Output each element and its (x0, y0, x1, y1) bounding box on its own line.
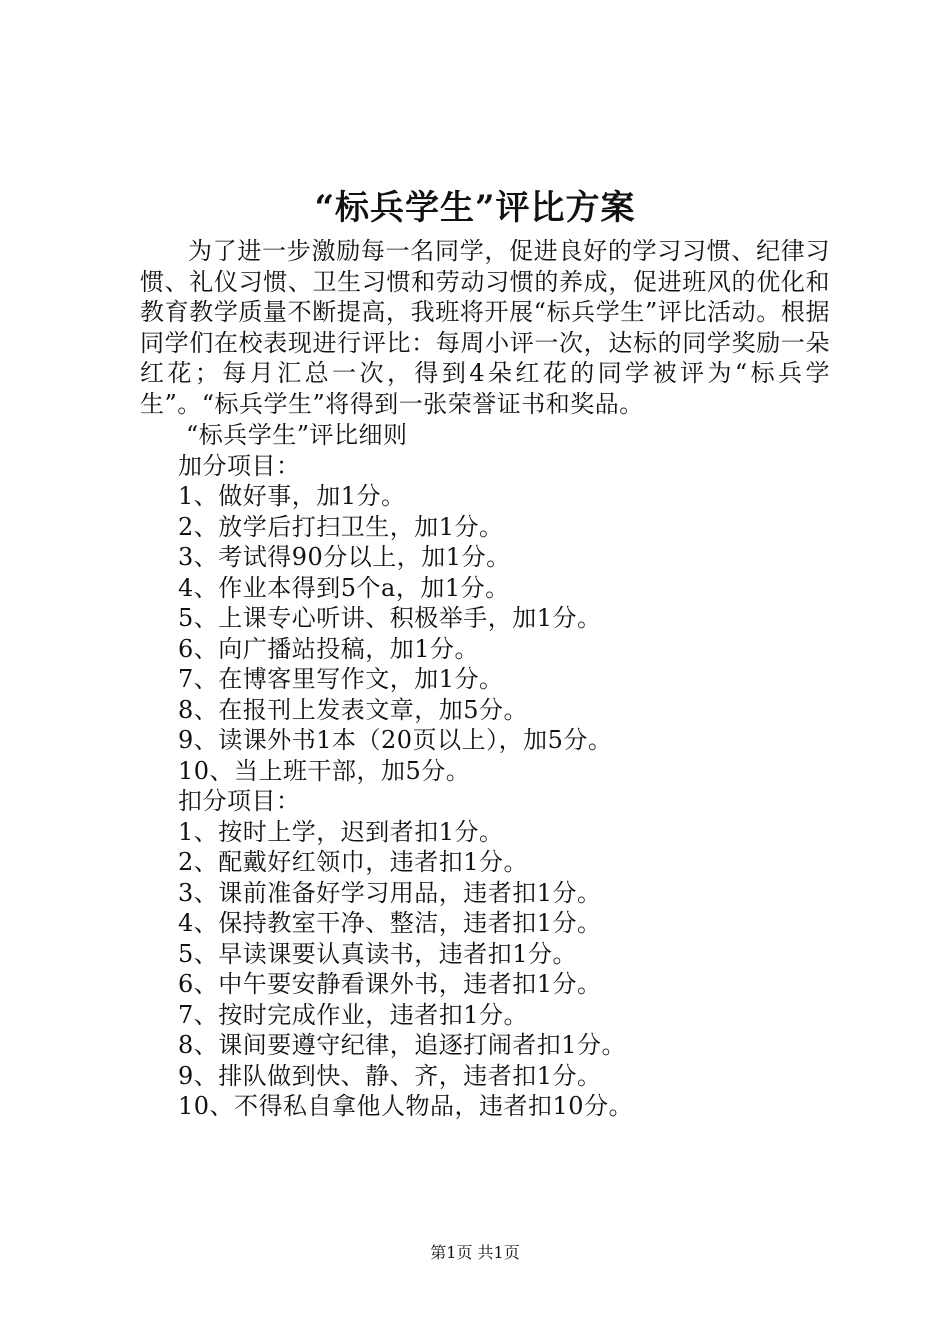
bonus-item: 4、作业本得到5个a，加1分。 (178, 573, 510, 602)
penalty-heading: 扣分项目： (178, 787, 301, 815)
bonus-item: 1、做好事，加1分。 (178, 482, 406, 510)
bonus-heading: 加分项目： (178, 451, 301, 480)
document-title: “标兵学生”评比方案 (314, 188, 636, 228)
page-footer: 第1页 共1页 (430, 1243, 520, 1262)
penalty-item: 2、配戴好红领巾，违者扣1分。 (178, 848, 529, 876)
penalty-item: 10、不得私自拿他人物品，违者扣10分。 (178, 1092, 634, 1120)
bonus-item: 8、在报刊上发表文章，加5分。 (178, 695, 529, 724)
bonus-item: 5、上课专心听讲、积极举手，加1分。 (178, 604, 602, 632)
bonus-item: 3、考试得90分以上，加1分。 (178, 543, 511, 571)
bonus-item: 2、放学后打扫卫生，加1分。 (178, 512, 504, 541)
bonus-item: 7、在博客里写作文，加1分。 (178, 665, 504, 693)
penalty-item: 9、排队做到快、静、齐，违者扣1分。 (178, 1061, 602, 1090)
bonus-item: 10、当上班干部，加5分。 (178, 756, 471, 785)
penalty-item: 7、按时完成作业，违者扣1分。 (178, 1000, 529, 1029)
penalty-item: 8、课间要遵守纪律，追逐打闹者扣1分。 (178, 1031, 627, 1059)
rules-title: “标兵学生”评比细则 (186, 421, 408, 449)
intro-paragraph: 为了进一步激励每一名同学，促进良好的学习习惯、纪律习惯、礼仪习惯、卫生习惯和劳动习惯的养成，促进班风的优化和教育教学质量不断提高，我班将开展“标兵学生”评比活动。根据同学们在校表现进行评比：每周小评一次，达标的同学奖励一朵红花；每月汇总一次，得到4朵红花的同学被评为“标兵学生”。“标兵学生”将得到一张荣誉证书和奖品。 (140, 237, 830, 418)
bonus-item: 6、向广播站投稿，加1分。 (178, 634, 480, 663)
bonus-item: 9、读课外书1本（20页以上），加5分。 (178, 726, 613, 754)
penalty-item: 1、按时上学，迟到者扣1分。 (178, 817, 504, 846)
rules-section (178, 420, 830, 1122)
penalty-item: 4、保持教室干净、整洁，违者扣1分。 (178, 909, 602, 937)
penalty-item: 3、课前准备好学习用品，违者扣1分。 (178, 878, 602, 907)
penalty-item: 5、早读课要认真读书，违者扣1分。 (178, 939, 578, 968)
penalty-item: 6、中午要安静看课外书，违者扣1分。 (178, 970, 602, 998)
